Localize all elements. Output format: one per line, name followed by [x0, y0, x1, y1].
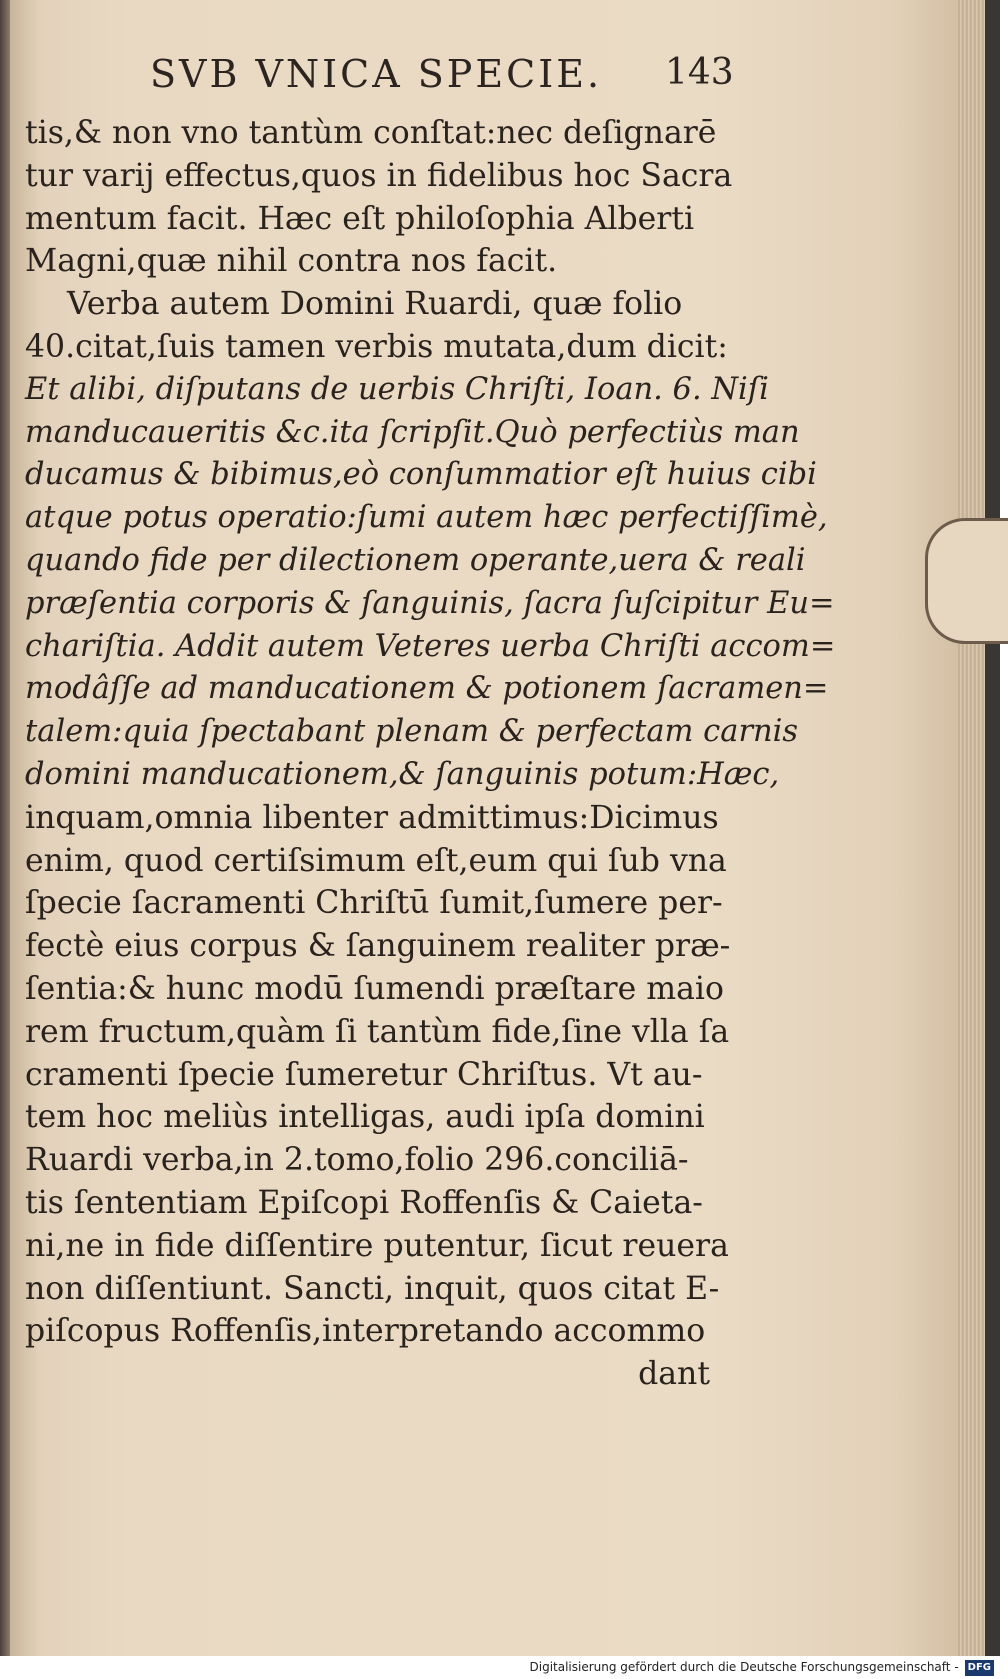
text-line: rem fructum,quàm ſi tantùm fide,ſine vlla ſa	[25, 1013, 730, 1050]
page-number: 143	[665, 52, 734, 93]
text-line: Ruardi verba,in 2.tomo,folio 296.conciliā-	[25, 1142, 689, 1179]
text-line: præſentia corporis & ſanguinis, ſacra ſuſcipitur Eu=	[25, 585, 835, 621]
text-line: tur varij effectus,quos in fidelibus hoc Sacra	[25, 157, 733, 194]
text-line: non diſſentiunt. Sancti, inquit, quos citat E-	[25, 1270, 720, 1307]
body-text	[25, 112, 836, 1396]
text-line: chariſtia. Addit autem Veteres uerba Chriſti accom=	[25, 628, 836, 664]
text-line: talem:quia ſpectabant plenam & perfectam carnis	[25, 714, 799, 750]
text-line: mentum facit. Hæc eſt philoſophia Alberti	[25, 200, 695, 237]
text-line: quando fide per dilectionem operante,uera & reali	[25, 542, 806, 578]
dfg-logo: DFG	[965, 1660, 994, 1676]
text-line: Magni,quæ nihil contra nos facit.	[25, 243, 558, 280]
text-line: enim, quod certiſsimum eſt,eum qui ſub vna	[25, 842, 727, 879]
text-line: manducaueritis &c.ita ſcripſit.Quò perfectiùs man	[25, 414, 800, 450]
text-line: fectè eius corpus & ſanguinem realiter præ-	[25, 928, 731, 965]
text-line: ducamus & bibimus,eò conſummatior eſt huius cibi	[25, 457, 817, 493]
text-line: tis ſententiam Epiſcopi Roffenſis & Caieta-	[25, 1184, 703, 1221]
text-line: inquam,omnia libenter admittimus:Dicimus	[25, 799, 719, 836]
text-line: domini manducationem,& ſanguinis potum:Hæc,	[25, 756, 780, 792]
running-title: SVB VNICA SPECIE.	[150, 52, 603, 96]
text-line: modâſſe ad manducationem & potionem ſacramen=	[25, 671, 829, 707]
page-clip-tab	[925, 518, 1008, 644]
text-line: cramenti ſpecie ſumeretur Chriſtus. Vt au-	[25, 1056, 703, 1093]
text-line: Et alibi, diſputans de uerbis Chriſti, Ioan. 6. Niſi	[25, 371, 769, 407]
text-line: ni,ne in fide diſſentire putentur, ſicut reuera	[25, 1227, 729, 1264]
running-header	[150, 52, 734, 96]
digitization-footer	[0, 1656, 1000, 1679]
text-line: 40.citat,ſuis tamen verbis mutata,dum dicit:	[25, 328, 728, 365]
funding-credit: Digitalisierung gefördert durch die Deutsche Forschungsgemeinschaft -	[529, 1660, 959, 1674]
text-line: ſentia:& hunc modū ſumendi præſtare maio	[25, 970, 724, 1007]
text-line: piſcopus Roffenſis,interpretando accommo	[25, 1313, 706, 1350]
text-line: Verba autem Domini Ruardi, quæ folio	[67, 286, 683, 323]
text-line: tem hoc meliùs intelligas, audi ipſa domini	[25, 1099, 705, 1136]
page-fore-edge	[957, 0, 985, 1656]
catchword: dant	[638, 1356, 710, 1393]
text-line: atque potus operatio:ſumi autem hæc perfectiſſimè,	[25, 500, 828, 536]
text-line: ſpecie ſacramenti Chriſtū ſumit,ſumere per-	[25, 885, 723, 922]
text-line: tis,& non vno tantùm conſtat:nec deſignarē	[25, 115, 717, 151]
book-gutter-edge	[0, 0, 10, 1656]
